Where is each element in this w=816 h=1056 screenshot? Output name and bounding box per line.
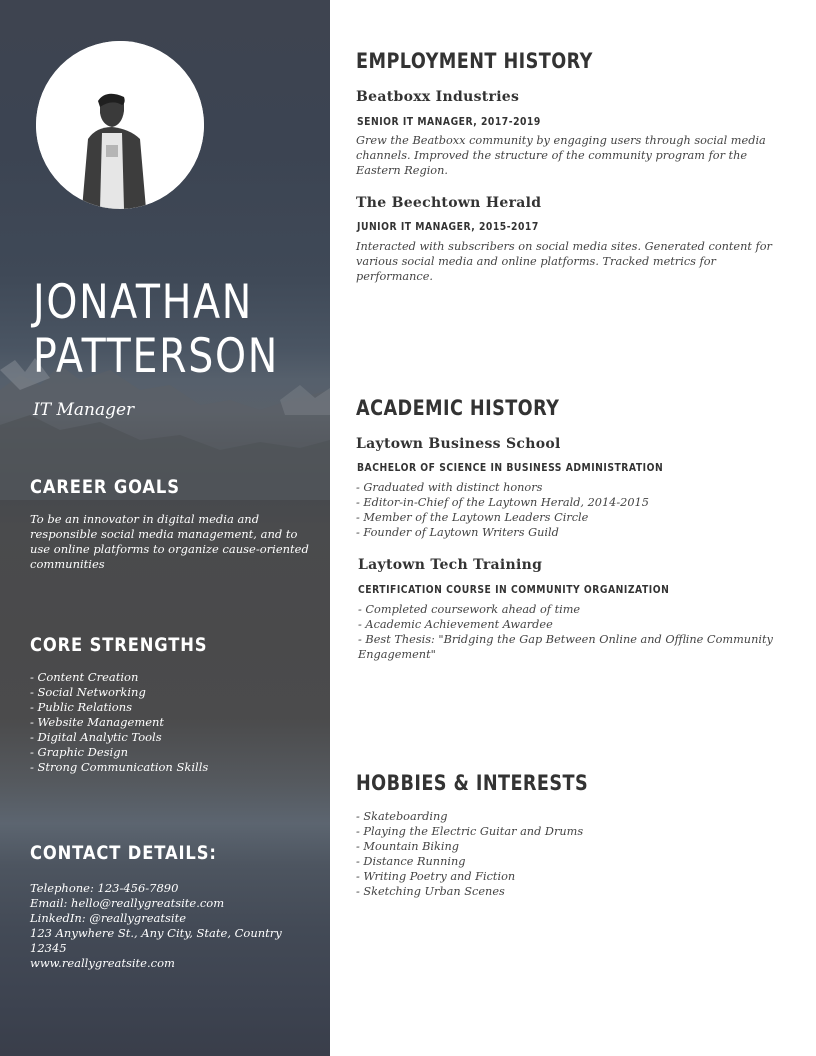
core-strengths-list [30, 670, 310, 775]
list-item: - Completed coursework ahead of time [358, 603, 581, 616]
job-role: JUNIOR IT MANAGER, 2015-2017 [357, 220, 539, 233]
list-item: - Social Networking [30, 685, 146, 699]
career-goals-text: To be an innovator in digital media and responsible social media management, and to use online platforms to organize cause-oriented communities [30, 512, 309, 571]
full-name [33, 276, 279, 384]
list-item: - Best Thesis: "Bridging the Gap Between Online and Offline Community Engagement" [358, 633, 773, 661]
degree: CERTIFICATION COURSE IN COMMUNITY ORGANIZATION [358, 583, 670, 596]
employer-name: Beatboxx Industries [356, 89, 520, 105]
list-item: - Mountain Biking [356, 840, 459, 853]
core-strengths-heading: CORE STRENGTHS [30, 634, 208, 656]
job-description: Grew the Beatboxx community by engaging users through social media channels. Improved the structure of the community program for the Eastern Region. [356, 134, 766, 177]
list-item: - Strong Communication Skills [30, 760, 209, 774]
list-item: - Graduated with distinct honors [356, 481, 543, 494]
academic-history-heading: ACADEMIC HISTORY [356, 396, 560, 420]
list-item: - Playing the Electric Guitar and Drums [356, 825, 584, 838]
list-item: - Sketching Urban Scenes [356, 885, 505, 898]
sidebar [0, 0, 330, 1056]
list-item: - Skateboarding [356, 810, 448, 823]
hobbies-list [356, 809, 788, 899]
school-name: Laytown Tech Training [358, 557, 543, 573]
job-description: Interacted with subscribers on social media sites. Generated content for various social media and online platforms. Tracked metrics for performance. [356, 240, 772, 283]
person-avatar-icon [36, 41, 204, 209]
school-achievements [358, 602, 790, 662]
school-achievements [356, 480, 788, 540]
list-item: - Website Management [30, 715, 165, 729]
contact-email[interactable]: Email: hello@reallygreatsite.com [30, 896, 225, 910]
hobbies-heading: HOBBIES & INTERESTS [356, 771, 589, 795]
contact-linkedin[interactable]: LinkedIn: @reallygreatsite [30, 911, 186, 925]
list-item: - Writing Poetry and Fiction [356, 870, 516, 883]
job-title: IT Manager [33, 400, 135, 420]
list-item: - Founder of Laytown Writers Guild [356, 526, 559, 539]
list-item: - Academic Achievement Awardee [358, 618, 553, 631]
list-item: - Public Relations [30, 700, 133, 714]
career-goals-heading: CAREER GOALS [30, 476, 180, 498]
job-role: SENIOR IT MANAGER, 2017-2019 [357, 115, 541, 128]
list-item: - Member of the Laytown Leaders Circle [356, 511, 589, 524]
contact-details-heading: CONTACT DETAILS: [30, 842, 217, 864]
list-item: - Digital Analytic Tools [30, 730, 162, 744]
first-name: JONATHAN [33, 275, 253, 330]
contact-website[interactable]: www.reallygreatsite.com [30, 956, 175, 970]
list-item: - Content Creation [30, 670, 139, 684]
contact-telephone: Telephone: 123-456-7890 [30, 881, 179, 895]
list-item: - Editor-in-Chief of the Laytown Herald, 2014-2015 [356, 496, 649, 509]
employment-history-heading: EMPLOYMENT HISTORY [356, 49, 593, 73]
profile-photo [36, 41, 204, 209]
contact-address: 123 Anywhere St., Any City, State, Country 12345 [30, 926, 282, 955]
list-item: - Graphic Design [30, 745, 128, 759]
degree: BACHELOR OF SCIENCE IN BUSINESS ADMINISTRATION [357, 461, 664, 474]
school-name: Laytown Business School [356, 436, 561, 452]
list-item: - Distance Running [356, 855, 466, 868]
contact-details [30, 881, 310, 971]
last-name: PATTERSON [33, 329, 279, 384]
employer-name: The Beechtown Herald [356, 195, 542, 211]
